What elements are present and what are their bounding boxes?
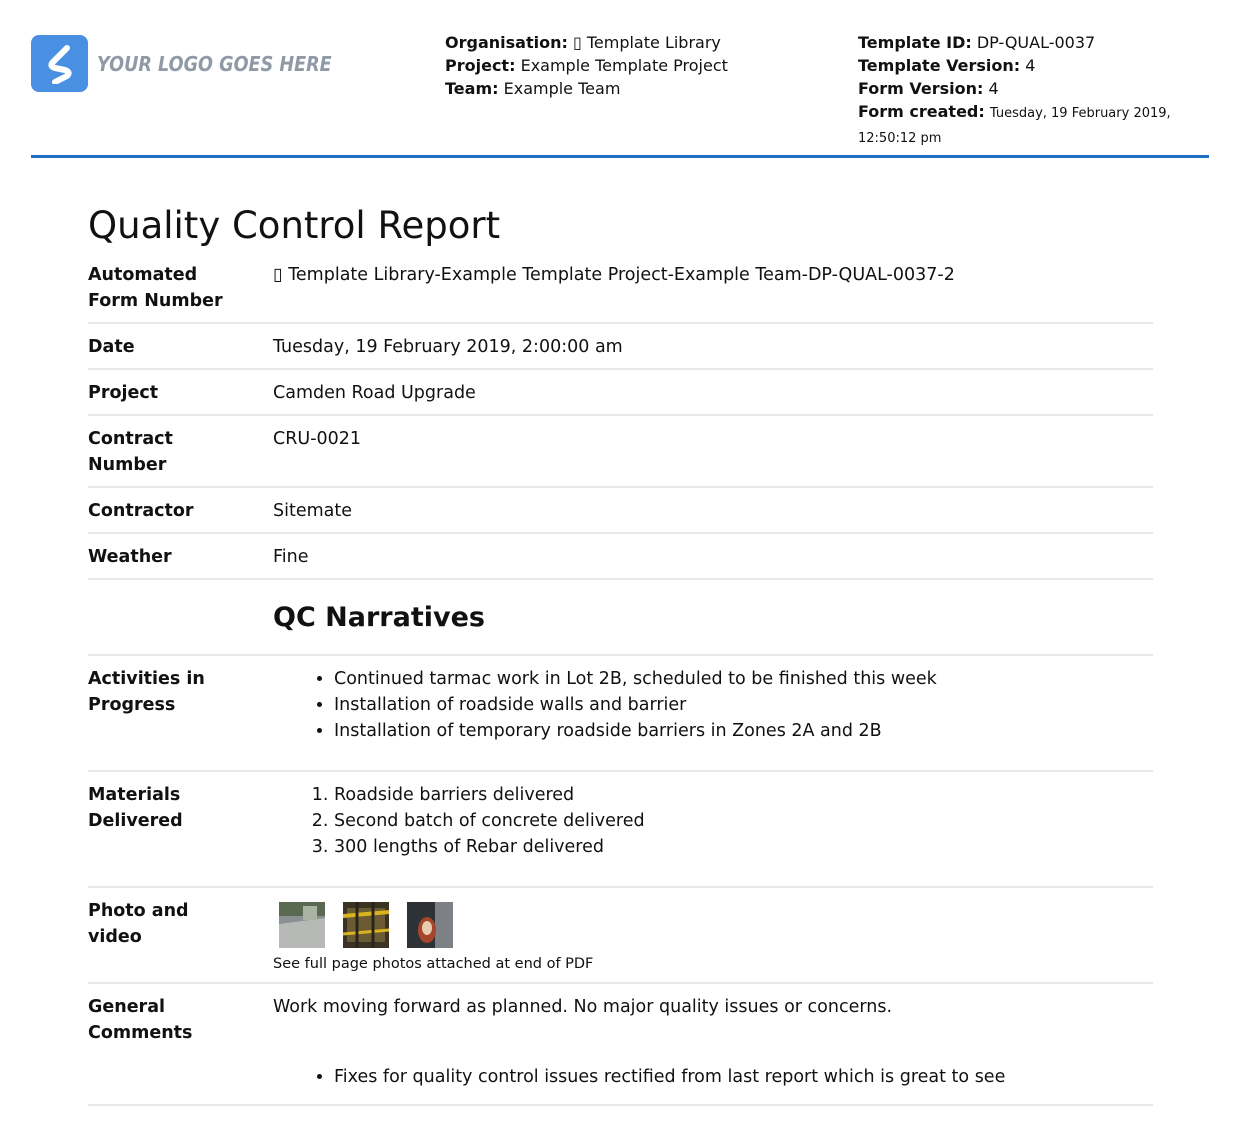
field-label: Project [88, 383, 159, 403]
field-row [88, 416, 1153, 488]
field-value: Camden Road Upgrade [273, 383, 476, 403]
photo-thumbnail[interactable] [343, 902, 389, 948]
company-logo [31, 35, 364, 92]
header-organisation-info [445, 31, 728, 100]
comments-text: Work moving forward as planned. No major quality issues or concerns. [273, 997, 893, 1017]
project-value: Example Template Project [520, 56, 728, 75]
field-label: Contract Number [88, 429, 173, 475]
activities-label: Activities in Progress [88, 669, 205, 715]
photo-thumbnail[interactable] [407, 902, 453, 948]
report-body [88, 200, 1153, 1106]
field-value: Sitemate [273, 501, 352, 521]
form-version-label: Form Version: [858, 79, 984, 98]
list-item: 1. Roadside barriers delivered [334, 782, 1153, 808]
template-version-label: Template Version: [858, 56, 1021, 75]
list-item: 3. 300 lengths of Rebar delivered [334, 834, 1153, 860]
activities-row [88, 656, 1153, 772]
field-value: ▯ Template Library-Example Template Project-Example Team-DP-QUAL-0037-2 [273, 265, 955, 285]
list-item: • Fixes for quality control issues rectified from last report which is great to see [334, 1064, 1153, 1090]
materials-list [273, 782, 1153, 860]
field-row [88, 260, 1153, 324]
form-created-value: Tuesday, 19 February 2019, 12:50:12 pm [858, 106, 1171, 146]
header-divider [31, 155, 1209, 158]
template-id-label: Template ID: [858, 33, 972, 52]
section-heading-row [88, 580, 1153, 656]
field-label: Automated Form Number [88, 265, 223, 311]
report-header [0, 0, 1239, 160]
logo-mark-icon [31, 35, 88, 92]
organisation-label: Organisation: [445, 33, 568, 52]
materials-row [88, 772, 1153, 888]
form-version-value: 4 [988, 79, 999, 98]
materials-label: Materials Delivered [88, 785, 183, 831]
template-version-value: 4 [1025, 56, 1036, 75]
page-title: Quality Control Report [88, 204, 501, 247]
field-row [88, 534, 1153, 580]
list-item: 2. Second batch of concrete delivered [334, 808, 1153, 834]
photo-thumbnails [273, 902, 1153, 948]
field-value: CRU-0021 [273, 429, 362, 449]
template-id-value: DP-QUAL-0037 [976, 33, 1096, 52]
photos-label: Photo and video [88, 901, 189, 947]
list-item: • Installation of roadside walls and barrier [334, 692, 1153, 718]
field-label: Weather [88, 547, 172, 567]
list-item: • Continued tarmac work in Lot 2B, scheduled to be finished this week [334, 666, 1153, 692]
field-row [88, 324, 1153, 370]
photo-thumbnail[interactable] [279, 902, 325, 948]
field-row [88, 488, 1153, 534]
header-template-info [858, 31, 1208, 150]
activities-list [273, 666, 1153, 744]
field-value: Fine [273, 547, 309, 567]
organisation-value: ▯ Template Library [572, 33, 721, 52]
logo-text: YOUR LOGO GOES HERE [97, 51, 332, 76]
project-label: Project: [445, 56, 516, 75]
photo-caption: See full page photos attached at end of PDF [273, 956, 594, 972]
photos-row [88, 888, 1153, 984]
comments-list [273, 1064, 1153, 1090]
field-label: Date [88, 337, 135, 357]
field-row [88, 370, 1153, 416]
field-label: Contractor [88, 501, 194, 521]
comments-label: General Comments [88, 997, 193, 1043]
field-value: Tuesday, 19 February 2019, 2:00:00 am [273, 337, 623, 357]
team-value: Example Team [503, 79, 621, 98]
list-item: • Installation of temporary roadside barriers in Zones 2A and 2B [334, 718, 1153, 744]
comments-row [88, 984, 1153, 1106]
form-created-label: Form created: [858, 102, 985, 121]
section-title: QC Narratives [273, 602, 485, 633]
team-label: Team: [445, 79, 499, 98]
